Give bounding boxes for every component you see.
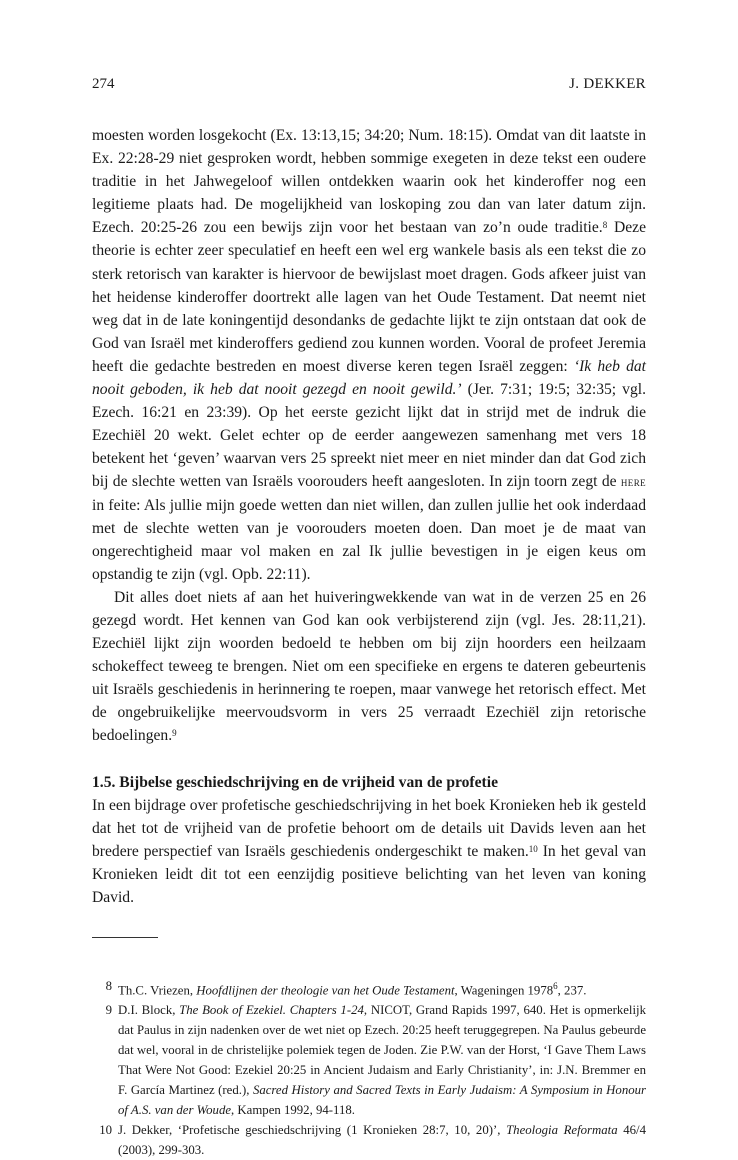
- footnote-ref-10[interactable]: 10: [528, 843, 538, 854]
- footnote-text: J. Dekker, ‘Profetische geschiedschrijving (1 Kronieken 28:7, 10, 20)’, Theologia Reformata 46/4 (2003), 299-303.: [118, 1123, 646, 1158]
- page-number: 274: [92, 76, 115, 92]
- footnote-number: 8: [105, 979, 112, 994]
- footnote-8: [92, 976, 646, 1000]
- footnote-number: 10: [99, 1123, 112, 1138]
- paragraph-3: In een bijdrage over profetische geschiedschrijving in het boek Kronieken heb ik gesteld dat het tot de vrijheid van de profetie behoort om de details uit Davids leven aan het bredere perspectief van Israëls geschiedenis ondergeschikt te maken.$^{10}$ In het geval van Kronieken leidt dit tot een eenzijdig positieve belichting van het leven van koning David.: [92, 796, 646, 906]
- footnote-10: [92, 1120, 646, 1160]
- footnotes: [92, 976, 646, 1160]
- section-heading: 1.5. Bijbelse geschiedschrijving en de vrijheid van de profetie: [92, 773, 498, 791]
- footnote-number: 9: [105, 1003, 112, 1018]
- paragraph-2: Dit alles doet niets af aan het huiveringwekkende van wat in de verzen 25 en 26 gezegd wordt. Het kennen van God kan ook verbijsterend zijn (vgl. Jes. 28:11,21). Ezechiël lijkt zijn woorden bedoeld te hebben om bij zijn hoorders een heilzaam schokeffect teweeg te brengen. Niet om een specifieke en ergens te dateren gebeurtenis uit Israëls geschiedenis in herinnering te roepen, maar vanwege het retorisch effect. Met de ongebruikelijke meervoudsvorm in vers 25 verraadt Ezechiël zijn retorische bedoelingen.$^9$: [92, 588, 646, 745]
- main-text: [92, 124, 646, 909]
- running-head-author: J. DEKKER: [569, 76, 646, 92]
- footnote-ref-9[interactable]: 9: [172, 728, 177, 739]
- jeremiah-quote: ‘Ik heb dat nooit geboden, ik heb dat nooit gezegd en nooit gewild.’: [92, 357, 647, 399]
- here-small-caps: here: [620, 474, 646, 490]
- book-page: [92, 76, 646, 1160]
- running-header: [92, 76, 646, 98]
- footnote-9: [92, 1000, 646, 1120]
- footnote-text: Th.C. Vriezen, Hoofdlijnen der theologie van het Oude Testament, Wageningen 1978$^6$, 237.: [118, 981, 587, 998]
- paragraph-1: moesten worden losgekocht (Ex. 13:13,15; 34:20; Num. 18:15). Omdat van dit laatste in Ex. 22:28-29 niet gesproken wordt, hebben sommige exegeten in deze tekst een oudere traditie in het Jahwegeloof willen ontdekken waarin ook het kinderoffer nog een legitieme plaats had. De mogelijkheid van loskoping zou dan van later datum zijn. Ezech. 20:25-26 zou een bewijs zijn voor het bestaan van zo’n oude traditie.$^8$ Deze theorie is echter zeer speculatief en heeft een wel erg wankele basis als een tekst die zo sterk retorisch van karakter is hiervoor de bewijslast moet dragen. Gods afkeer juist van het heidense kinderoffer doortrekt alle lagen van het Oude Testament. Dat neemt niet weg dat in de late koningentijd desondanks de gedachte lijkt te zijn ontstaan dat ook de God van Israël met kinderoffers gediend zou kunnen worden. Vooral de profeet Jeremia heeft die gedachte bestreden en moest diverse keren tegen Israël zeggen: ‘Ik heb dat nooit geboden, ik heb dat nooit gezegd en nooit gewild.’ (Jer. 7:31; 19:5; 32:35; vgl. Ezech. 16:21 en 23:39). Op het eerste gezicht lijkt dat in strijd met de indruk die Ezechiël 20 wekt. Gelet echter op de eerder aangewezen samenhang met vers 18 betekent het ‘geven’ waarvan vers 25 spreekt niet meer en niet minder dan dat God zich bij de slechte wetten van Israëls voorouders heeft aangesloten. In zijn toorn zegt de here in feite: Als jullie mijn goede wetten dan niet willen, dan zullen jullie het ook inderdaad met de slechte wetten van je voorouders moeten doen. Dan moet je de maat van ongerechtigheid maar vol maken en zal Ik jullie bevestigen in je eigen keus om opstandig te zijn (vgl. Opb. 22:11).: [92, 127, 647, 583]
- footnote-divider: [92, 937, 158, 938]
- footnote-ref-8[interactable]: 8: [602, 220, 608, 231]
- footnote-text: D.I. Block, The Book of Ezekiel. Chapters 1-24, NICOT, Grand Rapids 1997, 640. Het is opmerkelijk dat Paulus in zijn nadenken over de wet niet op Ezech. 20:25 heeft teruggegrepen. Na Paulus gebeurde dat wel, vooral in de christelijke polemiek tegen de Joden. Zie P.W. van der Horst, ‘I Gave Them Laws That Were Not Good: Ezekiel 20:25 in Ancient Judaism and Early Christianity’, in: J.N. Bremmer en F. García Martinez (red.), Sacred History and Sacred Texts in Early Judaism: A Symposium in Honour of A.S. van der Woude, Kampen 1992, 94-118.: [118, 1003, 646, 1118]
